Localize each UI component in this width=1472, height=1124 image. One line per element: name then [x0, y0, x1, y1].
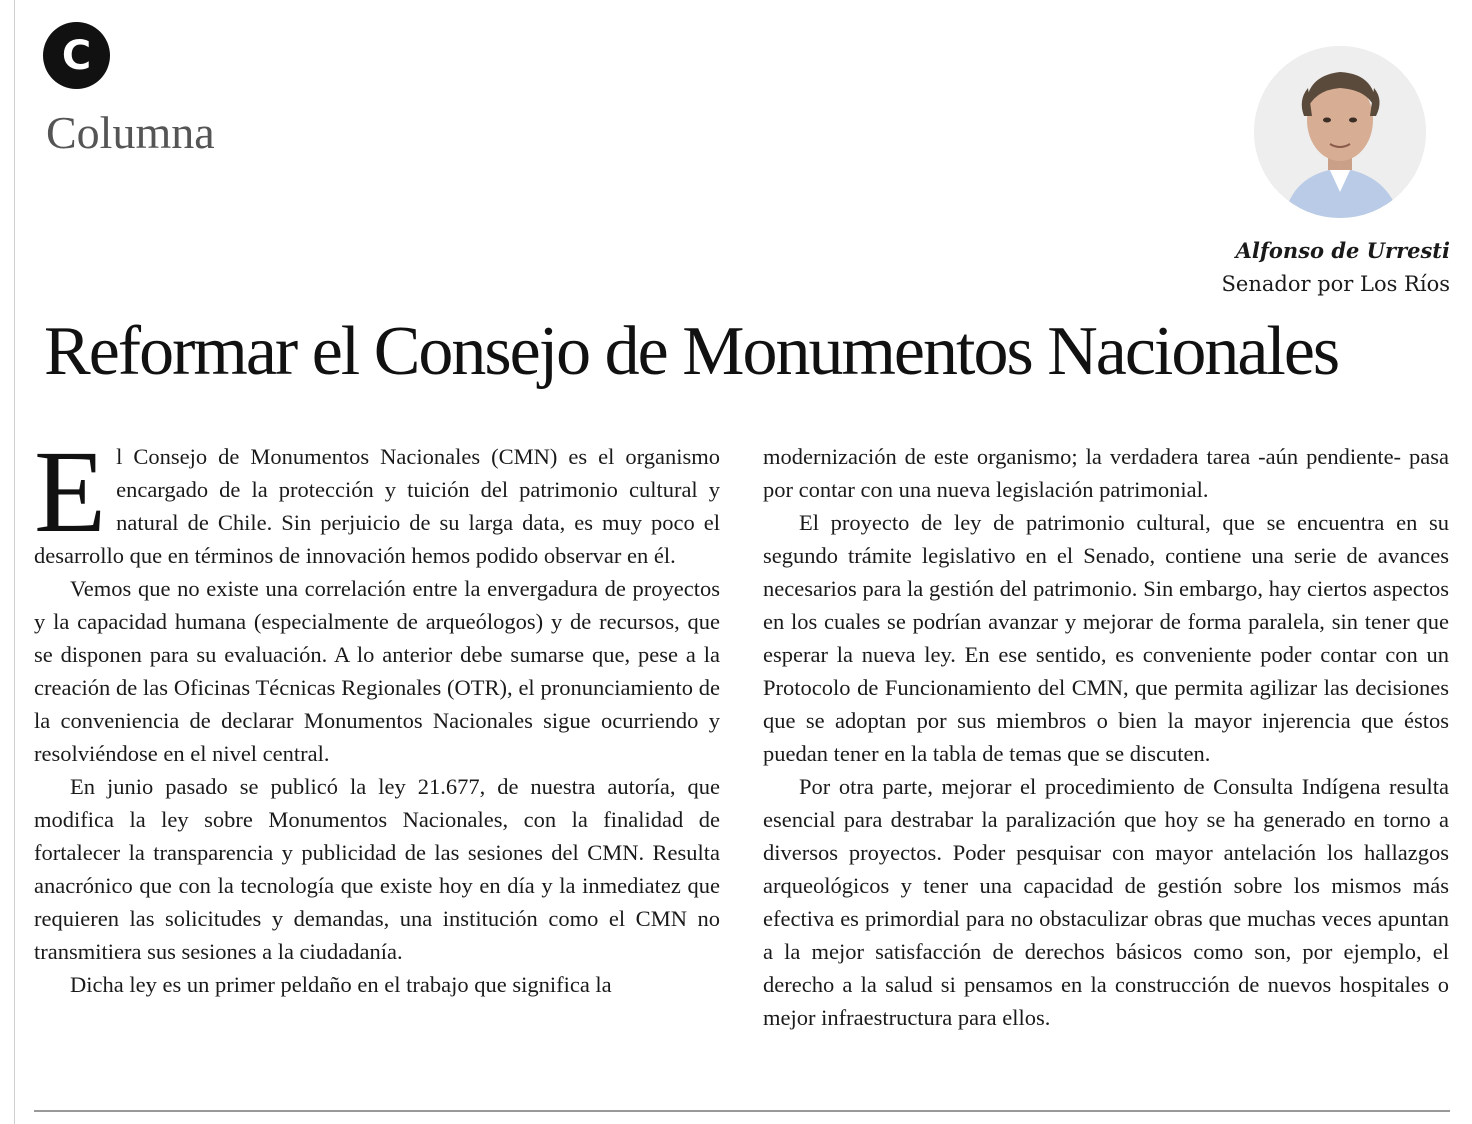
author-role: Senador por Los Ríos	[1221, 272, 1450, 296]
article-paragraph: Por otra parte, mejorar el procedimiento de Consulta Indígena resulta esencial para destrabar la paralización que hoy se ha generado en torno a diversos proyectos. Poder pesquisar con mayor antelación los hallazgos arqueológicos y tener una capacidad de gestión sobre los mismos más efectiva es primordial para no obstaculizar obras que muchas veces apuntan a la mejor satisfacción de derechos básicos como son, por ejemplo, el derecho a la salud si pensamos en la construcción de nuevos hospitales o mejor infraestructura para ellos.	[763, 774, 1449, 1030]
article-paragraph: En junio pasado se publicó la ley 21.677, de nuestra autoría, que modifica la ley sobre Monumentos Nacionales, con la finalidad de fortalecer la transparencia y publicidad de las sesiones del CMN. Resulta anacrónico que con la tecnología que existe hoy en día y la inmediatez que requieren las solicitudes y demandas, una institución como el CMN no transmitiera sus sesiones a la ciudadanía.	[34, 774, 720, 964]
article-paragraph: Vemos que no existe una correlación entre la envergadura de proyectos y la capacidad humana (especialmente de arqueólogos) y de recursos, que se disponen para su evaluación. A lo anterior debe sumarse que, pese a la creación de las Oficinas Técnicas Regionales (OTR), el pronunciamiento de la conveniencia de declarar Monumentos Nacionales sigue ocurriendo y resolviéndose en el nivel central.	[34, 576, 720, 766]
author-name: Alfonso de Urresti	[1235, 238, 1450, 263]
article-paragraph: Dicha ley es un primer peldaño en el trabajo que significa la	[70, 972, 612, 997]
bottom-rule	[34, 1110, 1450, 1112]
article-paragraph	[34, 426, 720, 572]
author-portrait-illustration	[1254, 46, 1426, 218]
article-column-left	[34, 426, 720, 1001]
article-paragraph: El proyecto de ley de patrimonio cultural, que se encuentra en su segundo trámite legislativo en el Senado, contiene una serie de avances necesarios para la gestión del patrimonio. Sin embargo, hay ciertos aspectos en los cuales se podrían avanzar y mejorar de forma paralela, sin tener que esperar la nueva ley. En ese sentido, es conveniente poder contar con un Protocolo de Funcionamiento del CMN, que permita agilizar las decisiones que se adoptan por sus miembros o bien la mayor injerencia que éstos puedan tener en la tabla de temas que se discuten.	[763, 510, 1449, 766]
paragraph-text: l Consejo de Monumentos Nacionales (CMN) es el organismo encargado de la protección y tuición del patrimonio cultural y natural de Chile. Sin perjuicio de su larga data, es muy poco el desarrollo que en términos de innovación hemos podido observar en él.	[34, 444, 720, 568]
section-label: Columna	[46, 107, 215, 158]
drop-cap: E	[34, 426, 107, 557]
article-column-right	[763, 440, 1449, 1034]
page-edge-rule	[14, 0, 15, 1124]
section-badge: C	[43, 22, 110, 89]
article-headline: Reformar el Consejo de Monumentos Nacionales	[44, 313, 1339, 390]
author-photo	[1254, 46, 1426, 218]
article-paragraph: modernización de este organismo; la verdadera tarea -aún pendiente- pasa por contar con una nueva legislación patrimonial.	[763, 444, 1449, 502]
